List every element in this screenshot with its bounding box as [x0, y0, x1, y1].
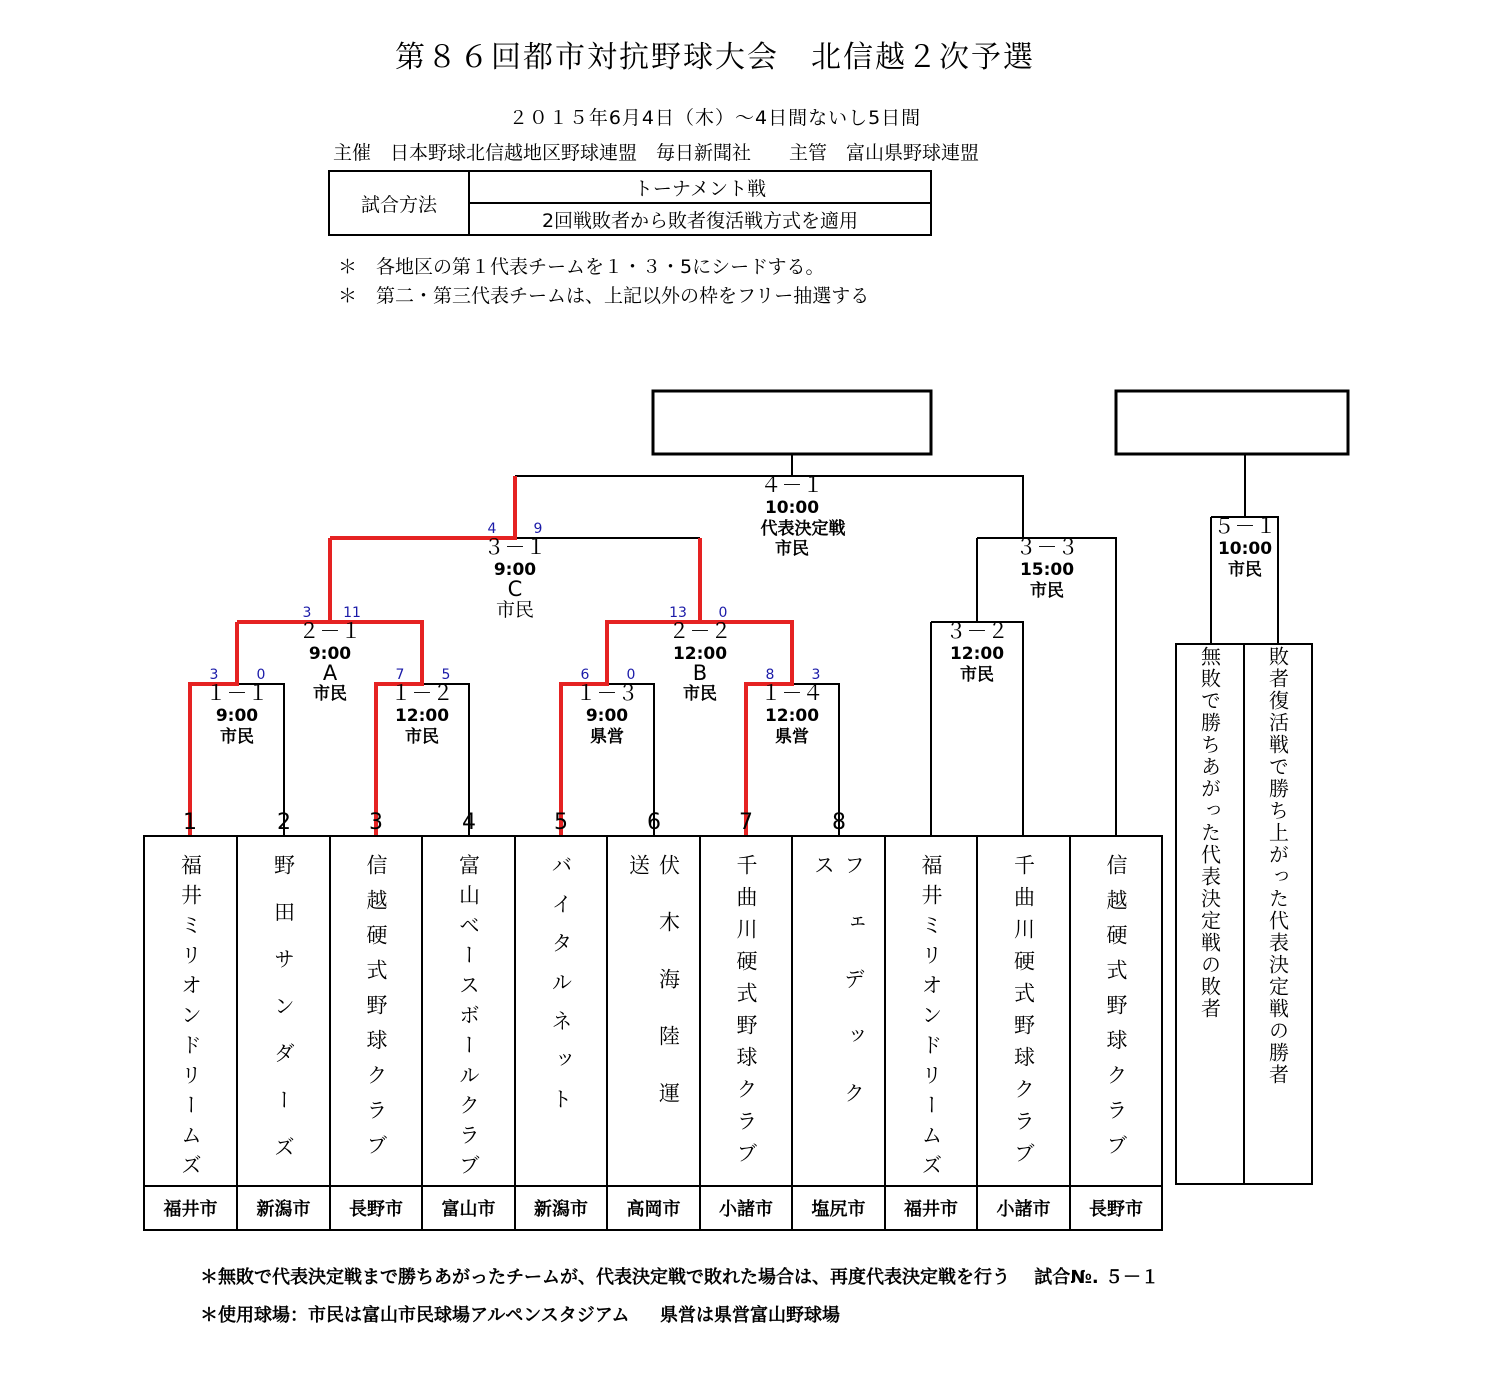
score-g13-right: 0: [626, 667, 636, 683]
venue-g13: 県営: [590, 727, 624, 747]
team-name: フェデックス: [811, 854, 866, 1139]
team-name: 福井ミリオンドリームズ: [178, 854, 203, 1184]
tournament-date: ２０１５年6月4日（木）～4日間ないし5日間: [508, 107, 922, 129]
team-city: 福井市: [904, 1199, 958, 1220]
label-g41: 代表決定戦: [760, 519, 846, 539]
team-name: バイタルネット: [549, 854, 573, 1127]
time-g13: 9:00: [585, 706, 629, 726]
venue-g12: 市民: [405, 727, 439, 747]
team-city: 新潟市: [534, 1199, 588, 1220]
venue-g31: 市民: [495, 599, 535, 621]
seed-note-2: ＊ 第二・第三代表チームは、上記以外の枠をフリー抽選する: [338, 285, 870, 307]
game-id-g22: ２－２: [668, 619, 732, 643]
venue-g32: 市民: [960, 665, 994, 685]
slot-number: 1: [183, 810, 197, 835]
team-name: 信越硬式野球クラブ: [364, 854, 388, 1169]
score-g22-left: 13: [669, 605, 687, 621]
slot-number: 7: [739, 810, 753, 835]
venue-g14: 県営: [775, 727, 809, 747]
team-city: 小諸市: [996, 1199, 1051, 1220]
team-city: 高岡市: [626, 1199, 681, 1220]
sponsor-line: 主催 日本野球北信越地区野球連盟 毎日新聞社 主管 富山県野球連盟: [333, 142, 980, 164]
game-id-g32: ３－２: [945, 619, 1009, 643]
page-title: 第８６回都市対抗野球大会 北信越２次予選: [395, 40, 1035, 75]
slot-number: 2: [277, 810, 291, 835]
team-name: 千曲川硬式野球クラブ: [1011, 854, 1036, 1174]
score-g31-right: 9: [533, 521, 543, 537]
score-g11-left: 3: [209, 667, 219, 683]
group-a: A: [322, 661, 338, 685]
venue-g22: 市民: [683, 684, 717, 704]
footnote-rematch: ＊無敗で代表決定戦まで勝ちあがったチームが、代表決定戦で敗れた場合は、再度代表決定戦を行う 試合№. ５－１: [200, 1267, 1160, 1288]
team-cell: [237, 836, 330, 1184]
team-name: 伏木海陸運送: [626, 854, 681, 1139]
final-winner-text: 敗者復活戦で勝ち上がった代表決定戦の勝者: [1265, 646, 1290, 1086]
game-id-g13: １－３: [575, 681, 639, 705]
team-cell: [1070, 836, 1162, 1184]
game-id-g33: ３－３: [1015, 535, 1079, 559]
team-cell: [700, 836, 792, 1184]
method-line-2: 2回戦敗者から敗者復活戦方式を適用: [469, 203, 931, 235]
venue-g21: 市民: [313, 684, 347, 704]
venue-g11: 市民: [220, 727, 254, 747]
game-id-g51: ５－１: [1213, 514, 1277, 538]
final-winner-box: [1244, 644, 1312, 1184]
venue-g51: 市民: [1228, 560, 1262, 580]
time-g11: 9:00: [215, 706, 259, 726]
champion-box: [653, 391, 931, 454]
time-g31: 9:00: [493, 560, 537, 580]
method-label: 試合方法: [329, 171, 469, 235]
game-id-g12: １－２: [390, 681, 454, 705]
team-city: 長野市: [1089, 1199, 1143, 1220]
team-cell: [515, 836, 607, 1184]
team-cell: [607, 836, 700, 1184]
time-g21: 9:00: [308, 644, 352, 664]
team-city: 新潟市: [256, 1199, 311, 1220]
slot-number: 4: [462, 810, 476, 835]
team-name: 野田サンダーズ: [271, 854, 296, 1183]
footnote-venues: ＊使用球場：市民は富山市民球場アルペンスタジアム 県営は県営富山野球場: [200, 1305, 841, 1326]
slot-number: 6: [647, 810, 661, 835]
time-g12: 12:00: [394, 706, 450, 726]
time-g32: 12:00: [949, 644, 1005, 664]
time-g33: 15:00: [1019, 560, 1075, 580]
score-g31-left: 4: [487, 521, 497, 537]
game-id-g21: ２－１: [298, 619, 362, 643]
method-line-1: トーナメント戦: [469, 171, 931, 203]
team-city: 塩尻市: [811, 1199, 866, 1220]
final-loser-box: [1176, 644, 1244, 1184]
bracket-lines: [190, 454, 1278, 836]
slot-number: 3: [369, 810, 383, 835]
score-g12-right: 5: [441, 667, 451, 683]
team-cell: [792, 836, 885, 1184]
time-g41: 10:00: [764, 498, 820, 518]
score-g22-right: 0: [718, 605, 728, 621]
game-id-g41: ４－１: [760, 473, 824, 497]
score-g14-left: 8: [765, 667, 775, 683]
game-id-g14: １－４: [760, 681, 824, 705]
team-cell: [885, 836, 977, 1184]
game-id-g31: ３－１: [483, 535, 547, 559]
group-c: C: [507, 577, 523, 601]
seed-note-1: ＊ 各地区の第１代表チームを１・３・5にシードする。: [338, 256, 825, 278]
venue-g41: 市民: [775, 539, 809, 559]
slot-number: 8: [832, 810, 846, 835]
team-name: 千曲川硬式野球クラブ: [734, 854, 758, 1174]
team-city: 福井市: [163, 1199, 218, 1220]
time-g22: 12:00: [672, 644, 728, 664]
time-g14: 12:00: [764, 706, 820, 726]
team-city: 富山市: [441, 1199, 496, 1220]
score-g11-right: 0: [256, 667, 266, 683]
team-cell: [977, 836, 1070, 1184]
score-g21-left: 3: [302, 605, 312, 621]
team-name: 福井ミリオンドリームズ: [919, 854, 943, 1184]
team-city: 長野市: [349, 1199, 403, 1220]
score-g13-left: 6: [580, 667, 590, 683]
group-b: B: [692, 661, 708, 685]
game-id-g11: １－１: [205, 681, 269, 705]
venue-g33: 市民: [1030, 581, 1064, 601]
score-g12-left: 7: [395, 667, 405, 683]
team-cell: [330, 836, 422, 1184]
final-loser-text: 無敗で勝ちあがった代表決定戦の敗者: [1197, 646, 1222, 1020]
score-g21-right: 11: [343, 605, 361, 621]
team-cell: [144, 836, 237, 1184]
slot-number: 5: [554, 810, 568, 835]
rematch-winner-box: [1116, 391, 1348, 454]
time-g51: 10:00: [1217, 539, 1273, 559]
score-g14-right: 3: [811, 667, 821, 683]
team-cell: [422, 836, 515, 1184]
team-name: 信越硬式野球クラブ: [1104, 854, 1128, 1169]
team-name: 富山ベースボールクラブ: [456, 854, 481, 1184]
team-city: 小諸市: [719, 1199, 773, 1220]
